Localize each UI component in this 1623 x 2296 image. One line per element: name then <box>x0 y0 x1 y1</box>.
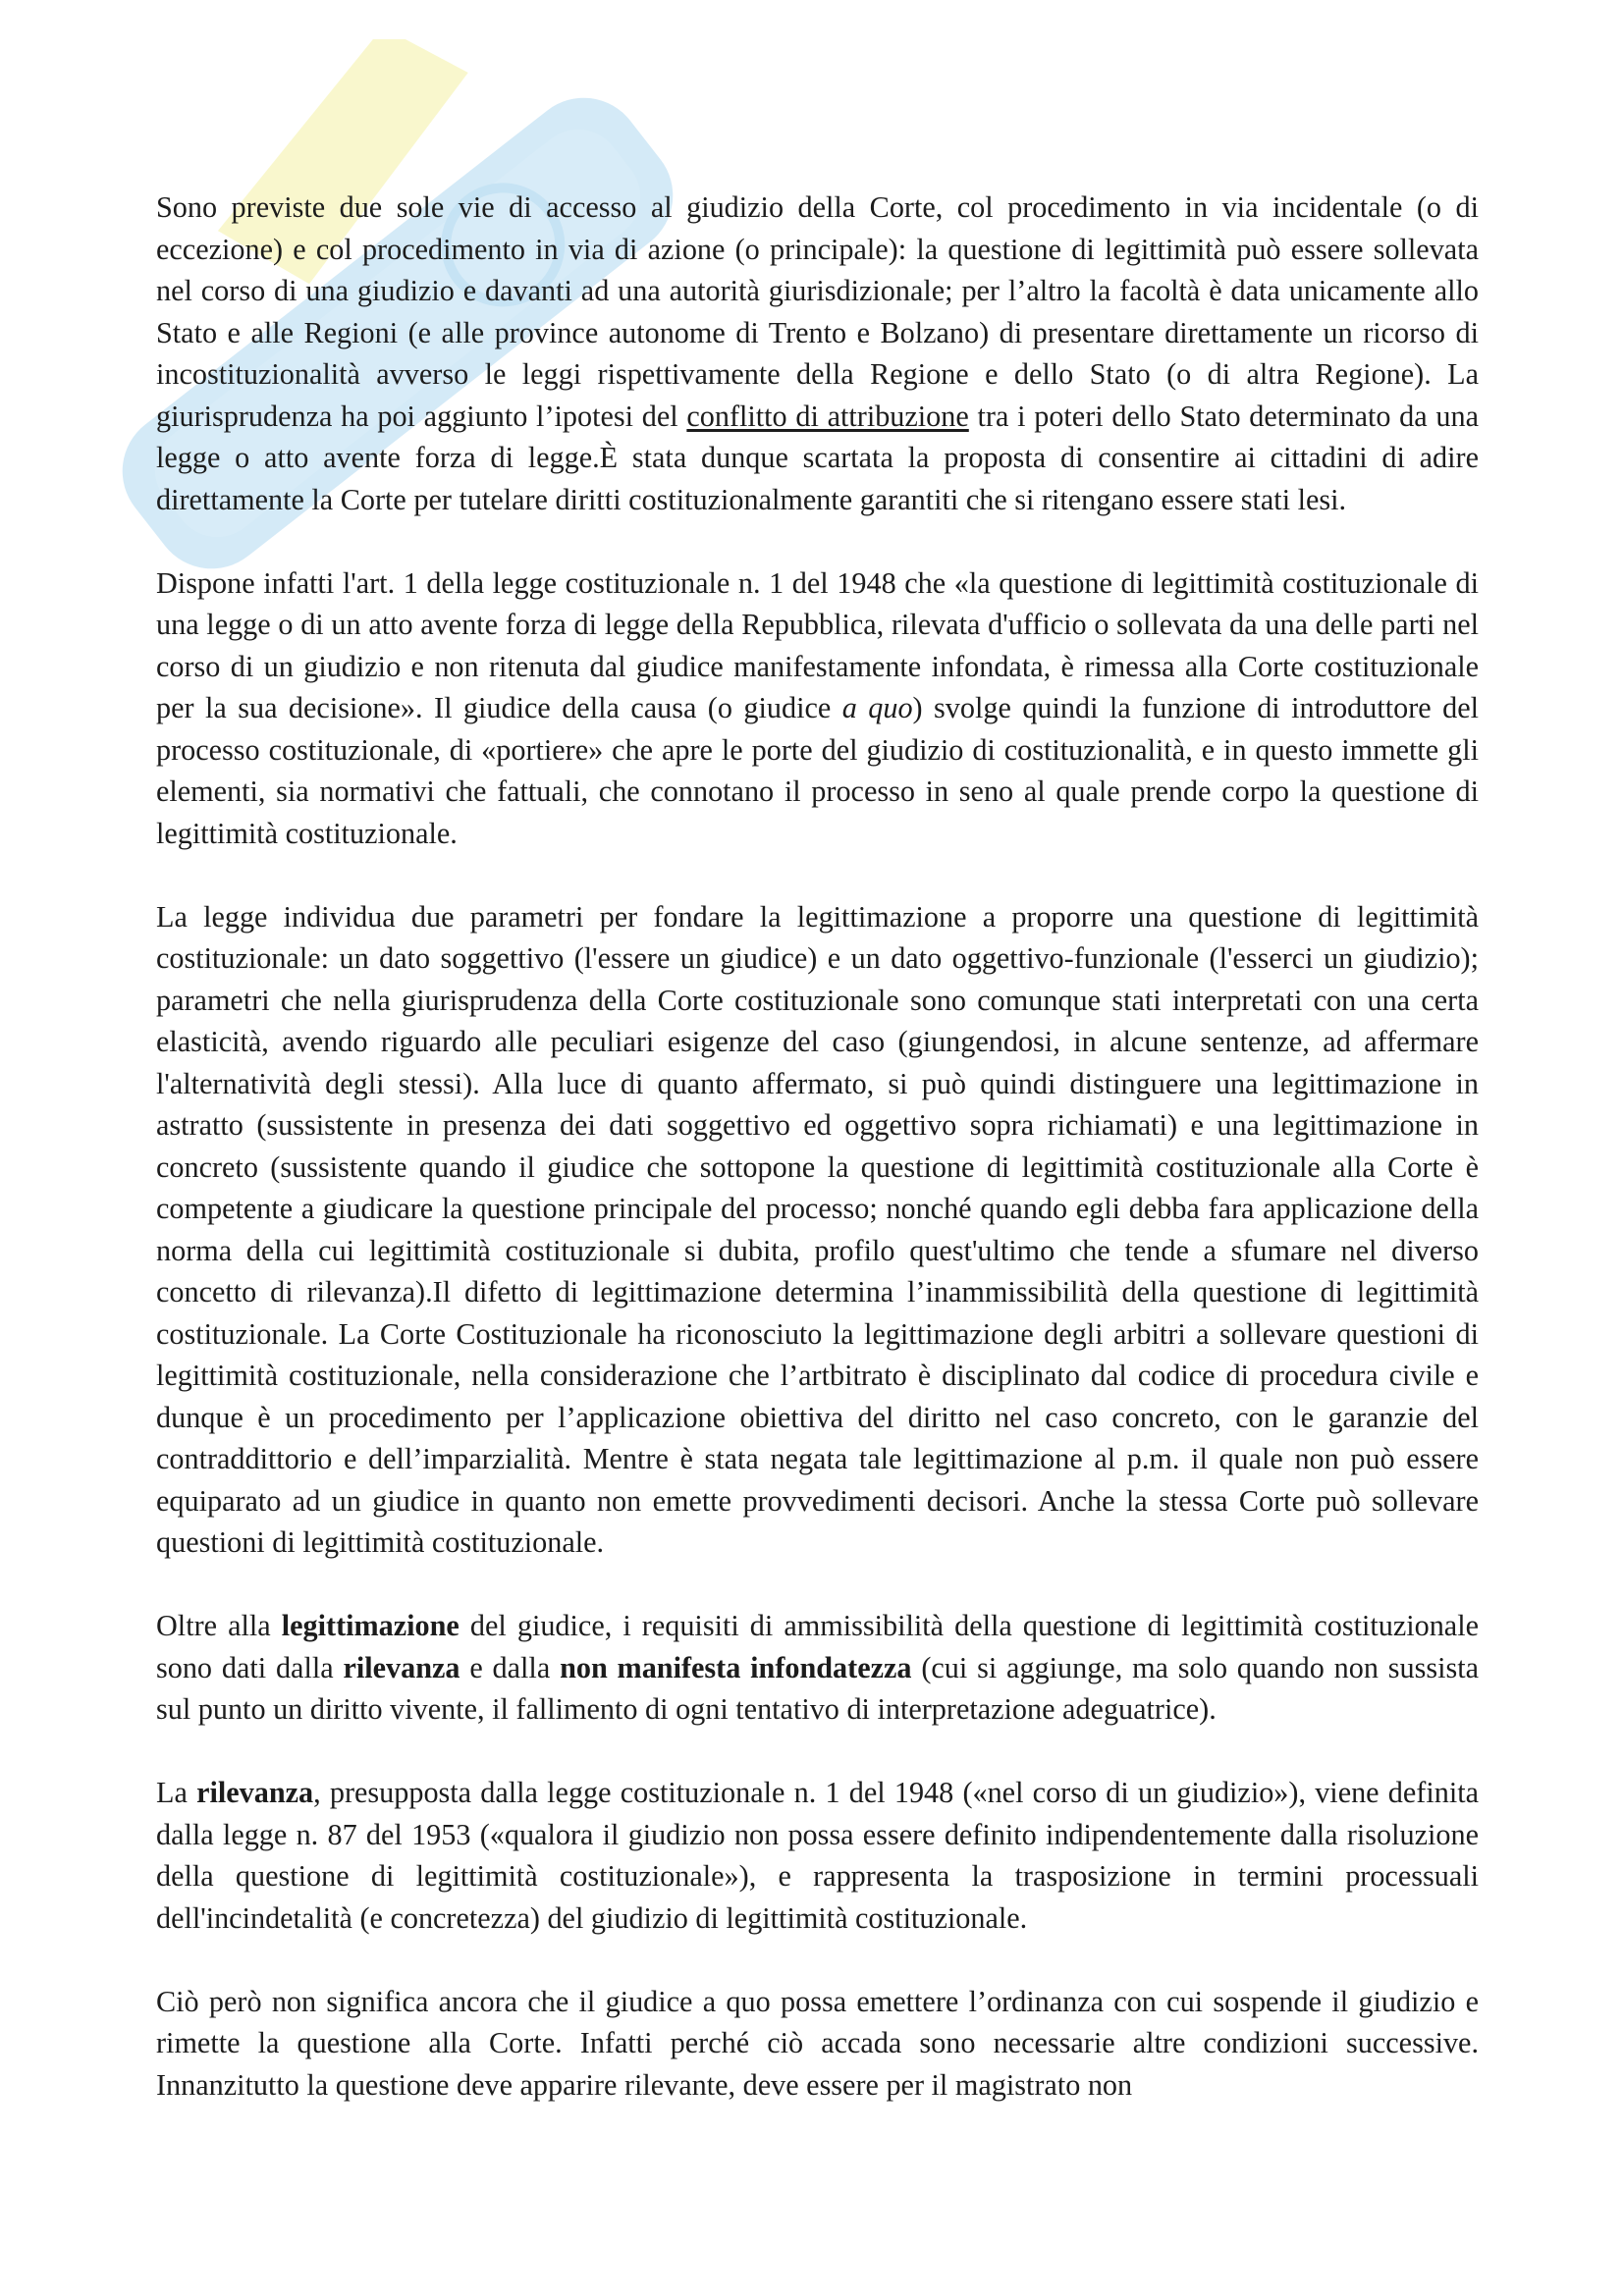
paragraph-rilevanza: La rilevanza, presupposta dalla legge costituzionale n. 1 del 1948 («nel corso di un giudizio»), viene definita dalla legge n. 87 del 1953 («qualora il giudizio non possa essere definito indipendentemente dalla risoluzione della questione di legittimità costituzionale»), e rappresenta la trasposizione in termini processuali dell'incindetalità (e concretezza) del giudizio di legittimità costituzionale. <box>156 1776 1479 1935</box>
paragraph-art1-legge-1948: Dispone infatti l'art. 1 della legge costituzionale n. 1 del 1948 che «la questione di legittimità costituzionale di una legge o di un atto avente forza di legge della Repubblica, rilevata d'ufficio o sollevata da una delle parti nel corso di un giudizio e non ritenuta dal giudice manifestamente infondata, è rimessa alla Corte costituzionale per la sua decisione». Il giudice della causa (o giudice a quo) svolge quindi la funzione di introduttore del processo costituzionale, di «portiere» che apre le porte del giudizio di costituzionalità, e in questo immette gli elementi, sia normativi che fattuali, che connotano il processo in seno al quale prende corpo la questione di legittimità costituzionale. <box>156 565 1479 850</box>
link-conflitto-di-attribuzione[interactable]: conflitto di attribuzione <box>686 399 969 433</box>
document-body <box>156 187 1479 2148</box>
paragraph-ordinanza: Ciò però non significa ancora che il giudice a quo possa emettere l’ordinanza con cui sospende il giudizio e rimette la questione alla Corte. Infatti perché ciò accada sono necessarie altre condizioni successive. Innanzitutto la questione deve apparire rilevante, deve essere per il magistrato non <box>156 1984 1479 2102</box>
bold-non-manifesta-infondatezza: non manifesta infondatezza <box>560 1650 912 1684</box>
bold-rilevanza-2: rilevanza <box>196 1776 314 1809</box>
italic-a-quo: a quo <box>841 691 913 724</box>
bold-rilevanza: rilevanza <box>343 1650 460 1684</box>
bold-legittimazione: legittimazione <box>281 1609 460 1642</box>
paragraph-legittimazione: La legge individua due parametri per fondare la legittimazione a proporre una questione di legittimità costituzionale: un dato soggettivo (l'essere un giudice) e un dato oggettivo-funzionale (l'esserci un giudizio); parametri che nella giurisprudenza della Corte costituzionale sono comunque stati interpretati con una certa elasticità, avendo riguardo alle peculiari esigenze del caso (giungendosi, in alcune sentenze, ad affermare l'alternatività degli stessi). Alla luce di quanto affermato, si può quindi distinguere una legittimazione in astratto (sussistente in presenza dei dati soggettivo ed oggettivo sopra richiamati) e una legittimazione in concreto (sussistente quando il giudice che sottopone la questione di legittimità costituzionale alla Corte è competente a giudicare la questione principale del processo; nonché quando egli debba fara applicazione della norma della cui legittimità costituzionale si dubita, profilo quest'ultimo che tende a sfumare nel diverso concetto di rilevanza).Il difetto di legittimazione determina l’inammissibilità della questione di legittimità costituzionale. La Corte Costituzionale ha riconosciuto la legittimazione degli arbitri a sollevare questioni di legittimità costituzionale, nella considerazione che l’artbitrato è disciplinato dal codice di procedura civile e dunque è un procedimento per l’applicazione obiettiva del diritto nel caso concreto, con le garanzie del contraddittorio e dell’imparzialità. Mentre è stata negata tale legittimazione al p.m. il quale non può essere equiparato ad un giudice in quanto non emette provvedimenti decisori. Anche la stessa Corte può sollevare questioni di legittimità costituzionale. <box>156 899 1479 1559</box>
paragraph-access-routes: Sono previste due sole vie di accesso al giudizio della Corte, col procedimento in via incidentale (o di eccezione) e col procedimento in via di azione (o principale): la questione di legittimità può essere sollevata nel corso di una giudizio e davanti ad una autorità giurisdizionale; per l’altro la facoltà è data unicamente allo Stato e alle Regioni (e alle province autonome di Trento e Bolzano) di presentare direttamente un ricorso di incostituzionalità avverso le leggi rispettivamente della Regione e dello Stato (o di altra Regione). La giurisprudenza ha poi aggiunto l’ipotesi del conflitto di attribuzione tra i poteri dello Stato determinato da una legge o atto avente forza di legge.È stata dunque scartata la proposta di consentire ai cittadini di adire direttamente la Corte per tutelare diritti costituzionalmente garantiti che si ritengano essere stati lesi. <box>156 190 1479 516</box>
paragraph-requisiti-ammissibilita: Oltre alla legittimazione del giudice, i requisiti di ammissibilità della questione di legittimità costituzionale sono dati dalla rilevanza e dalla non manifesta infondatezza (cui si aggiunge, ma solo quando non sussista sul punto un diritto vivente, il fallimento di ogni tentativo di interpretazione adeguatrice). <box>156 1609 1479 1726</box>
